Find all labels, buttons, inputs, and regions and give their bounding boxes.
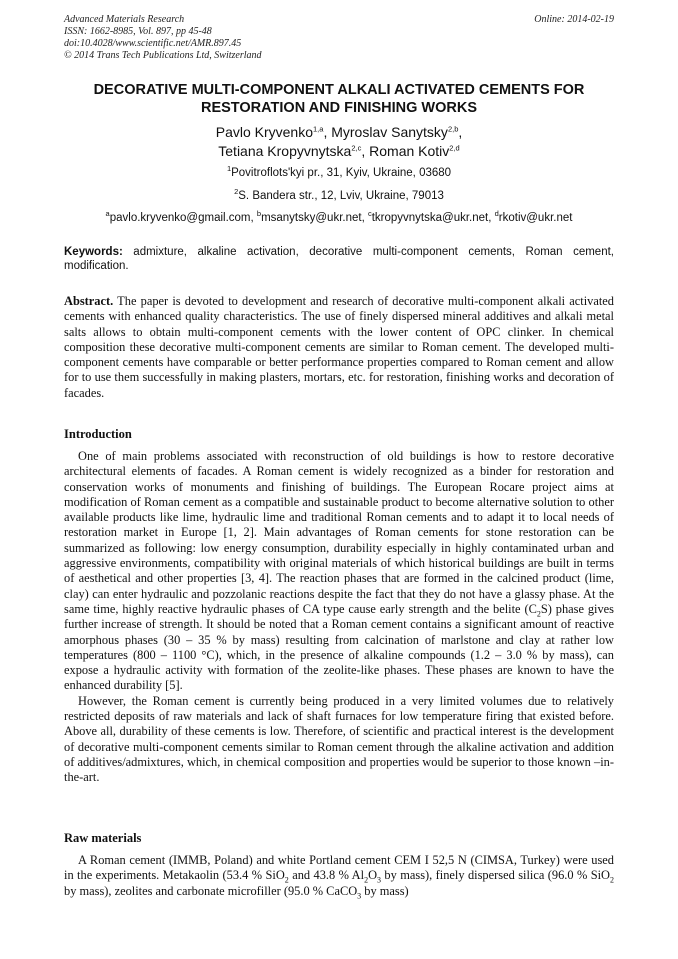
subscript: 3 bbox=[377, 875, 382, 885]
paragraph-text: by mass), finely dispersed silica (96.0 % SiO bbox=[381, 868, 611, 883]
email-address[interactable]: rkotiv@ukr.net bbox=[498, 212, 573, 224]
subscript: 2 bbox=[536, 609, 541, 619]
introduction-body bbox=[64, 449, 614, 786]
doi-line: doi:10.4028/www.scientific.net/AMR.897.45 bbox=[64, 38, 242, 49]
paragraph-text: A Roman cement (IMMB, Poland) and white Portland cement CEM I 52,5 N (CIMSA, Turkey) were used in the experiments. Metakaolin (53.4 % SiO bbox=[64, 853, 614, 883]
raw-materials-paragraph bbox=[64, 853, 614, 899]
paragraph-text: and 43.8 % Al bbox=[288, 868, 365, 883]
author-name: Tetiana Kropyvnytska bbox=[218, 143, 352, 159]
email-sup: c bbox=[367, 209, 372, 219]
introduction-paragraph-2 bbox=[64, 694, 614, 786]
authors-line-1 bbox=[40, 123, 638, 142]
author-list bbox=[40, 123, 638, 161]
paragraph-text: O bbox=[368, 868, 378, 883]
author-name: Myroslav Sanytsky bbox=[331, 124, 448, 140]
subscript: 2 bbox=[610, 875, 615, 885]
affiliation-text: S. Bandera str., 12, Lviv, Ukraine, 79013 bbox=[238, 190, 444, 202]
title-line-1: DECORATIVE MULTI-COMPONENT ALKALI ACTIVATED CEMENTS FOR bbox=[93, 82, 585, 98]
journal-name: Advanced Materials Research bbox=[64, 14, 185, 25]
section-heading-introduction: Introduction bbox=[64, 427, 132, 441]
issn-line: ISSN: 1662-8985, Vol. 897, pp 45-48 bbox=[64, 26, 212, 37]
online-date: Online: 2014-02-19 bbox=[534, 14, 614, 25]
paragraph-text: S) phase gives further increase of strength. It should be noted that a Roman cement contains a significant amount of reactive amorphous phases (30 – 35 % by mass) resulting from calcination of marlstone and clay at rather low temperatures (800 – 1100 °C), which, in the presence of alkaline compounds (1.2 – 3.0 % by mass), can expose a hydraulic activity with formation of the zeolite-like phases. These phases are known to have the enhanced durability [5]. bbox=[64, 601, 614, 693]
affiliation-sup: 2 bbox=[234, 187, 239, 197]
copyright-line: © 2014 Trans Tech Publications Ltd, Switzerland bbox=[64, 50, 262, 61]
introduction-paragraph-1 bbox=[64, 449, 614, 694]
abstract-paragraph bbox=[64, 294, 614, 401]
author-separator: , bbox=[361, 143, 370, 159]
email-address[interactable]: msanytsky@ukr.net, bbox=[261, 212, 368, 224]
paper-title bbox=[40, 81, 638, 117]
email-sup: b bbox=[256, 209, 262, 219]
paragraph-text: However, the Roman cement is currently being produced in a very limited volumes due to relatively restricted deposits of raw materials and lack of shaft furnaces for low temperature firing that existed before. Above all, durability of these cements is low. Therefore, of scientific and practical interest is the development of decorative multi-component cements similar to Roman cement through the alkaline activation and addition of additives/admixtures, which, in chemical composition and properties would be superior to those known –in-the-art. bbox=[64, 693, 614, 785]
author-name: Roman Kotiv bbox=[369, 143, 450, 159]
email-sup: d bbox=[494, 209, 499, 219]
subscript: 3 bbox=[357, 891, 362, 901]
subscript: 2 bbox=[284, 875, 289, 885]
author-name: Pavlo Kryvenko bbox=[215, 124, 314, 140]
abstract-label: Abstract. bbox=[64, 294, 114, 308]
author-sup: 2,c bbox=[351, 143, 362, 153]
affiliation-2 bbox=[40, 189, 638, 203]
author-sup: 1,a bbox=[313, 124, 324, 134]
paragraph-text: by mass), zeolites and carbonate microfiller (95.0 % CaCO bbox=[64, 883, 358, 898]
email-address[interactable]: pavlo.kryvenko@gmail.com, bbox=[109, 212, 257, 224]
section-heading-raw-materials: Raw materials bbox=[64, 831, 142, 845]
author-sup: 2,b bbox=[447, 124, 459, 134]
email-list bbox=[40, 211, 638, 225]
keywords bbox=[64, 245, 614, 273]
keywords-label: Keywords: bbox=[64, 246, 123, 258]
journal-meta bbox=[64, 14, 262, 62]
title-line-2: RESTORATION AND FINISHING WORKS bbox=[200, 100, 478, 116]
affiliation-1 bbox=[40, 166, 638, 180]
raw-materials-body bbox=[64, 853, 614, 899]
abstract-text: The paper is devoted to development and research of decorative multi-component alkali activated cements with enhanced quality characteristics. The use of finely dispersed mineral additives and alkali metal salts allows to obtain multi-component cements with the lower content of OPC clinker. In chemical composition these decorative multi-component cements are similar to Roman cement. The developed multi-component cements have comparable or better performance properties compared to Roman cement and allow for to use them successfully in making plasters, mortars, etc. for restoration, finishing works and decoration of facades. bbox=[64, 294, 614, 400]
author-separator: , bbox=[458, 124, 463, 140]
author-separator: , bbox=[323, 124, 332, 140]
paragraph-text: One of main problems associated with reconstruction of old buildings is how to restore decorative architectural elements of facades. A Roman cement is widely recognized as a binder for restoration and conservation works of monuments and finishing of buildings. The European Rocare project aims at modification of Roman cement as a compatible and sustainable product to become alternative solution to other available products like lime, hydraulic lime and traditional Roman cements and to adapt it to local needs of restoration market in Europe [1, 2]. Main advantages of Roman cements for stone restoration can be summarized as following: low energy consumption, durability especially in highly contaminated urban and aggressive environments, compatibility with original materials of which historical buildings are built in terms of aesthetical and other properties [3, 4]. The reaction phases that are formed in the calcined product (lime, clay) can enter hydraulic and pozzolanic reactions despite the fact that they do not have a glassy phase. At the same time, highly reactive hydraulic phases of CA type cause early strength and the belite (C bbox=[64, 449, 614, 616]
paragraph-text: by mass) bbox=[361, 883, 409, 898]
authors-line-2 bbox=[40, 142, 638, 161]
affiliation-sup: 1 bbox=[226, 164, 232, 174]
affiliation-text: Povitroflots'kyi pr., 31, Kyiv, Ukraine, 03680 bbox=[231, 167, 452, 179]
subscript: 2 bbox=[364, 875, 369, 885]
author-sup: 2,d bbox=[449, 143, 460, 153]
keywords-text: admixture, alkaline activation, decorative multi-component cements, Roman cement, modification. bbox=[64, 246, 614, 272]
abstract bbox=[64, 294, 614, 401]
email-sup: a bbox=[105, 209, 110, 219]
email-address[interactable]: tkropyvnytska@ukr.net, bbox=[371, 212, 495, 224]
